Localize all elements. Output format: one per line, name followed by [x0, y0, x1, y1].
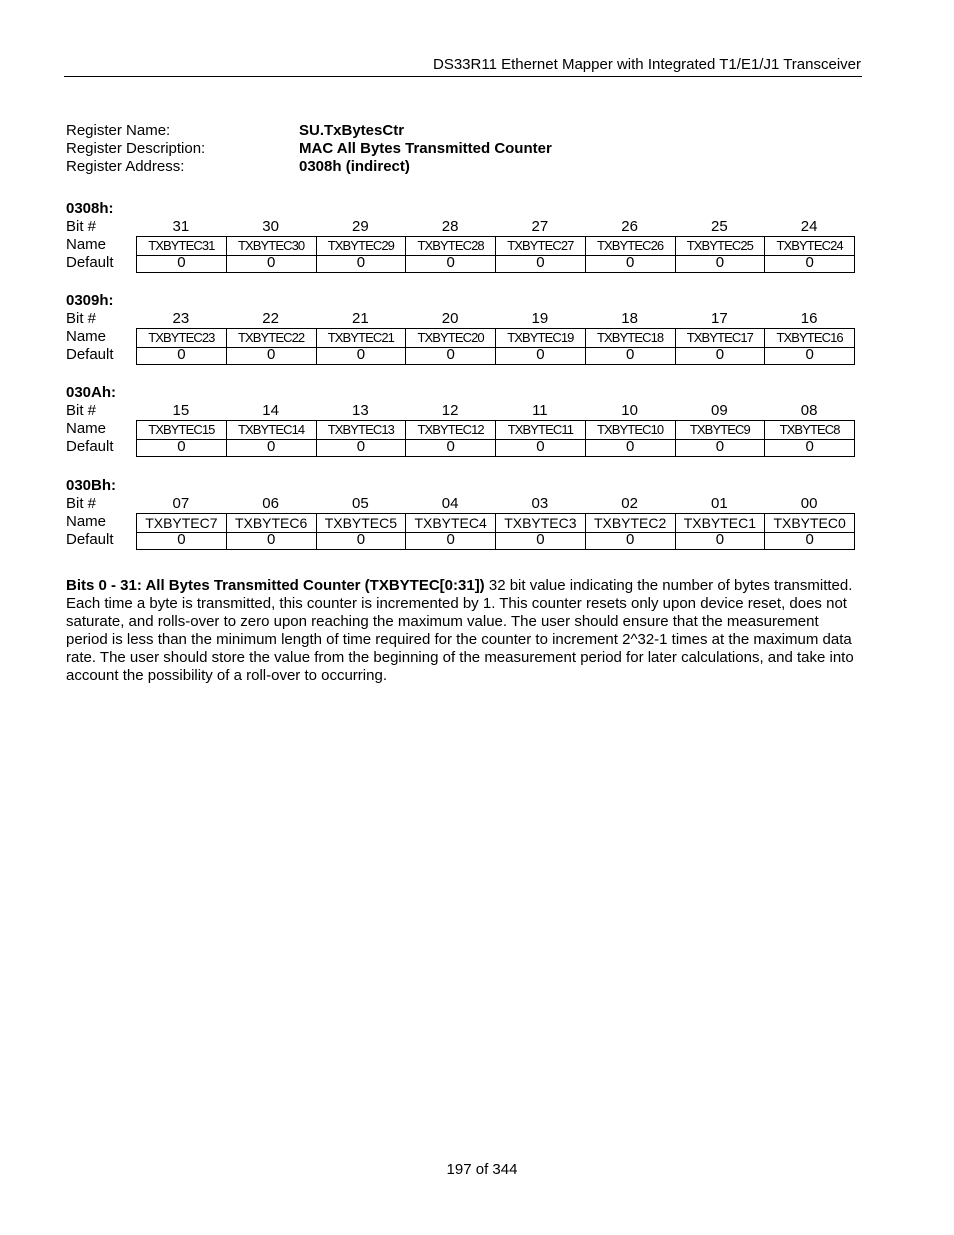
bit-number-cell: 06 [262, 495, 279, 512]
bit-name-cell: TXBYTEC22 [227, 329, 317, 347]
bit-name-cell: TXBYTEC17 [676, 329, 766, 347]
register-block-address: 0309h: [66, 292, 114, 309]
register-name-value: SU.TxBytesCtr [299, 122, 405, 139]
bit-name-cell: TXBYTEC15 [137, 421, 227, 439]
bit-number-cells [136, 402, 854, 420]
bit-number-cell: 29 [352, 218, 369, 235]
bit-default-cell: 0 [317, 438, 407, 456]
header-divider [64, 76, 862, 77]
register-bit-number-row [66, 402, 856, 420]
bit-default-cell: 0 [227, 346, 317, 364]
bit-name-cell: TXBYTEC13 [317, 421, 407, 439]
bit-name-cell: TXBYTEC6 [227, 514, 317, 532]
register-info [66, 122, 552, 176]
bit-name-cells [136, 236, 855, 256]
bit-number-cell: 21 [352, 310, 369, 327]
register-description-label: Register Description: [66, 140, 206, 157]
bit-number-cell: 04 [441, 495, 459, 512]
bit-number-cell: 24 [800, 218, 818, 235]
bit-name-cell: TXBYTEC11 [496, 421, 586, 439]
bit-name-cell: TXBYTEC8 [765, 421, 855, 439]
bit-default-cell: 0 [137, 438, 227, 456]
row-label: Name [66, 328, 107, 345]
bit-default-cell: 0 [496, 254, 586, 272]
bit-name-cell: TXBYTEC12 [406, 421, 496, 439]
register-address-label: Register Address: [66, 158, 185, 175]
bit-name-cell: TXBYTEC14 [227, 421, 317, 439]
bit-number-cell: 25 [711, 218, 728, 235]
register-description-row [66, 140, 552, 158]
bit-default-cell: 0 [227, 531, 317, 549]
bit-name-cell: TXBYTEC4 [406, 514, 496, 532]
bit-default-cell: 0 [765, 438, 855, 456]
bit-default-cell: 0 [137, 531, 227, 549]
bit-default-cell: 0 [765, 346, 855, 364]
register-bit-number-row [66, 218, 856, 236]
register-bit-default-row [66, 438, 856, 456]
register-block [66, 384, 856, 456]
bit-default-cells [136, 531, 855, 550]
bit-number-cell: 10 [621, 402, 638, 419]
bit-name-cell: TXBYTEC16 [765, 329, 855, 347]
bit-number-cell: 20 [441, 310, 459, 327]
bit-name-cell: TXBYTEC27 [496, 237, 586, 255]
bit-name-cells [136, 513, 855, 533]
row-label: Bit # [66, 310, 97, 327]
bit-name-cell: TXBYTEC10 [586, 421, 676, 439]
register-description-value: MAC All Bytes Transmitted Counter [299, 140, 552, 157]
row-label: Default [66, 254, 114, 271]
bit-number-cell: 05 [352, 495, 369, 512]
bit-number-cell: 03 [531, 495, 549, 512]
register-bit-name-row [66, 513, 856, 531]
register-bit-default-row [66, 531, 856, 549]
row-label: Default [66, 531, 114, 548]
bit-name-cell: TXBYTEC21 [317, 329, 407, 347]
bit-name-cell: TXBYTEC18 [586, 329, 676, 347]
register-bit-default-row [66, 346, 856, 364]
bit-number-cell: 09 [711, 402, 728, 419]
row-label: Name [66, 420, 107, 437]
bit-default-cell: 0 [317, 531, 407, 549]
bit-number-cell: 00 [800, 495, 818, 512]
row-label: Default [66, 438, 114, 455]
bit-number-cell: 18 [621, 310, 638, 327]
bit-number-cell: 22 [262, 310, 279, 327]
row-label: Bit # [66, 495, 97, 512]
register-bit-number-row [66, 310, 856, 328]
register-block [66, 477, 856, 549]
bit-name-cell: TXBYTEC0 [765, 514, 855, 532]
bit-default-cell: 0 [406, 531, 496, 549]
row-label: Bit # [66, 402, 97, 419]
bit-number-cell: 11 [532, 402, 548, 419]
bit-default-cell: 0 [317, 254, 407, 272]
bit-number-cell: 17 [711, 310, 728, 327]
bit-number-cell: 27 [531, 218, 549, 235]
bit-number-cell: 16 [800, 310, 818, 327]
register-bit-name-row [66, 328, 856, 346]
bit-name-cell: TXBYTEC7 [137, 514, 227, 532]
bit-default-cell: 0 [676, 346, 766, 364]
bit-default-cell: 0 [676, 254, 766, 272]
bit-default-cell: 0 [137, 346, 227, 364]
register-block-address: 030Ah: [66, 384, 117, 401]
bit-default-cell: 0 [496, 531, 586, 549]
bit-number-cell: 30 [262, 218, 279, 235]
bit-name-cell: TXBYTEC28 [406, 237, 496, 255]
bit-number-cell: 01 [711, 495, 728, 512]
bit-name-cell: TXBYTEC25 [676, 237, 766, 255]
row-label: Name [66, 236, 107, 253]
bit-default-cells [136, 254, 855, 273]
bit-number-cell: 12 [441, 402, 459, 419]
document-header-title: DS33R11 Ethernet Mapper with Integrated T1/E1/J1 Transceiver [432, 56, 861, 73]
register-bit-name-row [66, 236, 856, 254]
bit-name-cell: TXBYTEC3 [496, 514, 586, 532]
bit-default-cell: 0 [586, 438, 676, 456]
bit-name-cell: TXBYTEC24 [765, 237, 855, 255]
bit-number-cell: 26 [621, 218, 638, 235]
bit-number-cells [136, 218, 854, 236]
register-bit-name-row [66, 420, 856, 438]
bit-name-cell: TXBYTEC20 [406, 329, 496, 347]
bit-default-cell: 0 [676, 438, 766, 456]
bit-default-cell: 0 [317, 346, 407, 364]
bit-number-cell: 19 [531, 310, 549, 327]
bit-default-cell: 0 [496, 438, 586, 456]
bit-number-cell: 14 [262, 402, 279, 419]
bit-number-cell: 13 [352, 402, 369, 419]
bit-name-cell: TXBYTEC30 [227, 237, 317, 255]
bit-default-cells [136, 438, 855, 457]
bit-number-cell: 07 [172, 495, 190, 512]
bit-default-cell: 0 [586, 346, 676, 364]
register-name-label: Register Name: [66, 122, 171, 139]
bit-name-cells [136, 328, 855, 348]
bit-number-cell: 28 [441, 218, 459, 235]
bit-name-cell: TXBYTEC9 [676, 421, 766, 439]
bit-number-cells [136, 495, 854, 513]
row-label: Name [66, 513, 107, 530]
register-address-row [66, 158, 552, 176]
bit-number-cell: 31 [172, 218, 190, 235]
bit-name-cell: TXBYTEC31 [137, 237, 227, 255]
bit-default-cell: 0 [765, 254, 855, 272]
bit-name-cell: TXBYTEC26 [586, 237, 676, 255]
bit-default-cell: 0 [406, 254, 496, 272]
bit-default-cell: 0 [406, 346, 496, 364]
register-block-address: 0308h: [66, 200, 114, 217]
bit-description [66, 577, 861, 685]
bit-name-cell: TXBYTEC29 [317, 237, 407, 255]
bit-name-cell: TXBYTEC23 [137, 329, 227, 347]
register-block [66, 200, 856, 272]
bit-name-cell: TXBYTEC5 [317, 514, 407, 532]
bit-name-cells [136, 420, 855, 440]
bit-default-cell: 0 [137, 254, 227, 272]
register-name-row [66, 122, 552, 140]
bit-default-cell: 0 [406, 438, 496, 456]
bit-name-cell: TXBYTEC2 [586, 514, 676, 532]
register-block-address: 030Bh: [66, 477, 117, 494]
register-bit-default-row [66, 254, 856, 272]
bit-number-cell: 08 [800, 402, 818, 419]
bit-name-cell: TXBYTEC19 [496, 329, 586, 347]
bit-default-cell: 0 [496, 346, 586, 364]
bit-number-cell: 23 [172, 310, 190, 327]
register-bit-number-row [66, 495, 856, 513]
page-number: 197 of 344 [446, 1161, 518, 1178]
bit-description-heading: Bits 0 - 31: All Bytes Transmitted Counter (TXBYTEC[0:31]) [66, 577, 485, 594]
bit-number-cell: 15 [172, 402, 190, 419]
row-label: Default [66, 346, 114, 363]
bit-default-cell: 0 [227, 438, 317, 456]
bit-default-cell: 0 [676, 531, 766, 549]
row-label: Bit # [66, 218, 97, 235]
register-address-value: 0308h (indirect) [299, 158, 410, 175]
bit-default-cells [136, 346, 855, 365]
bit-default-cell: 0 [227, 254, 317, 272]
bit-default-cell: 0 [765, 531, 855, 549]
bit-number-cell: 02 [621, 495, 638, 512]
bit-name-cell: TXBYTEC1 [676, 514, 766, 532]
bit-default-cell: 0 [586, 254, 676, 272]
bit-description-text: 32 bit value indicating the number of bytes transmitted. Each time a byte is transmitted, this counter is incremented by 1. This counter resets only upon device reset, does not saturate, and rolls-over to zero upon reaching the maximum value. The user should ensure that the measurement period is less than the minimum length of time required for the counter to increment 2^32-1 times at the maximum data rate. The user should store the value from the beginning of the measurement period for later calculations, and take into account the possibility of a roll-over to occurring. [66, 577, 854, 684]
bit-number-cells [136, 310, 854, 328]
bit-default-cell: 0 [586, 531, 676, 549]
register-block [66, 292, 856, 364]
